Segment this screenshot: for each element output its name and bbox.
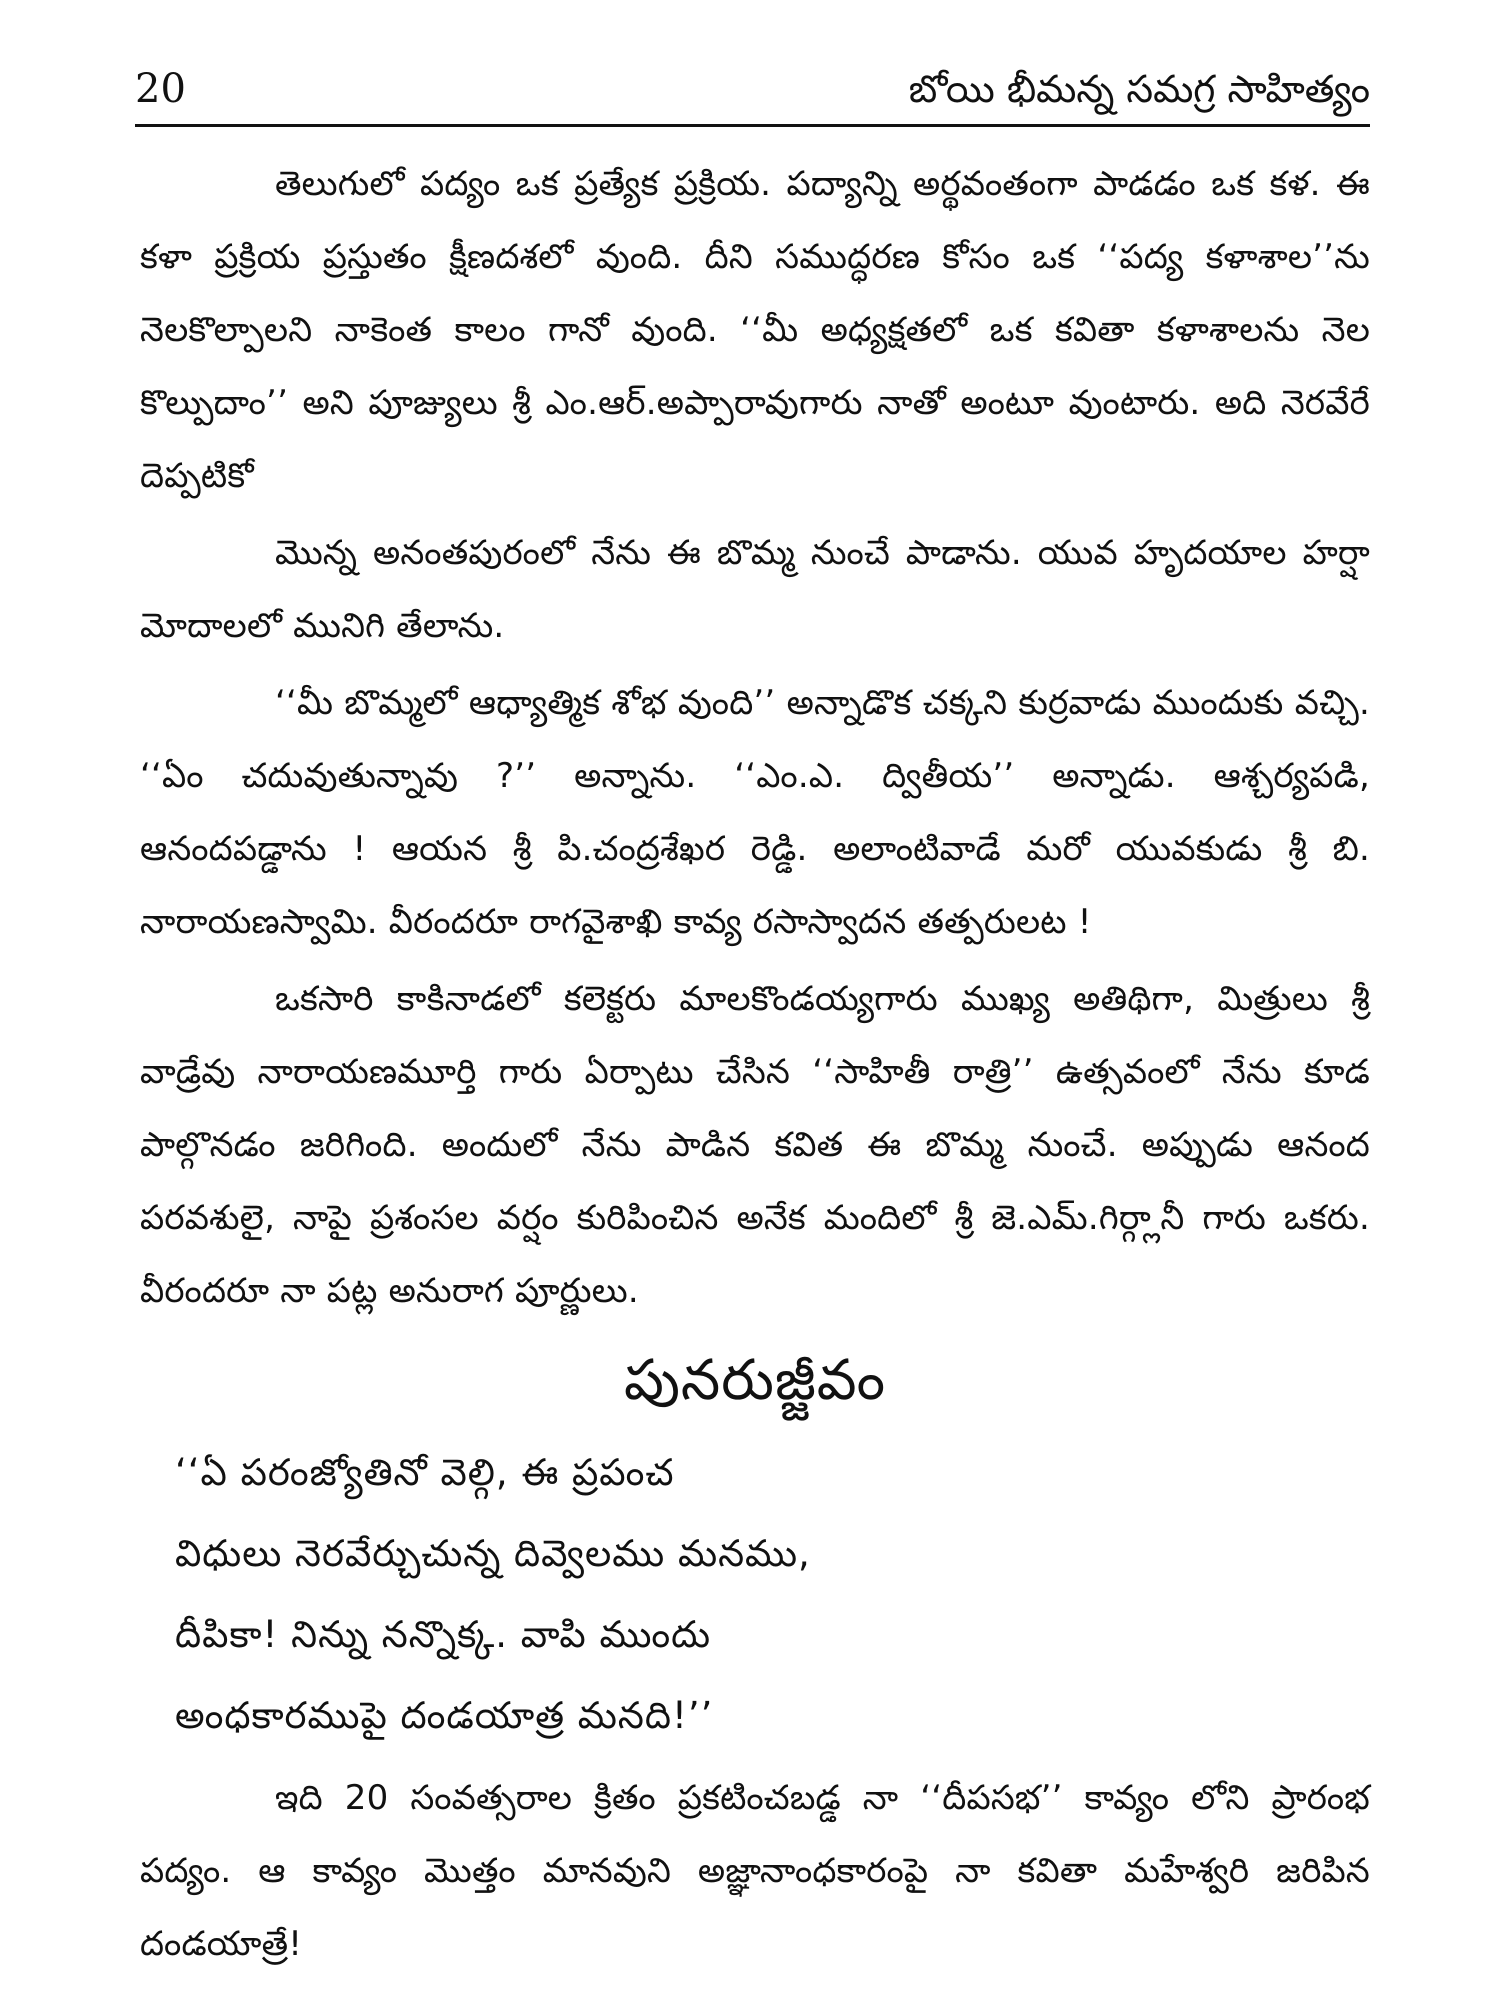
poem-line: అంధకారముపై దండయాత్ర మనది!’’ (175, 1694, 714, 1737)
paragraph: ఒకసారి కాకినాడలో కలెక్టరు మాలకొండయ్యగారు ముఖ్య అతిథిగా, మిత్రులు శ్రీ వాడ్రేవు నారాయణమూర్తి గారు ఏర్పాటు చేసిన ‘‘సాహితీ రాత్రి’’ ఉత్సవంలో నేను కూడ పాల్గొనడం జరిగింది. అందులో నేను పాడిన కవిత ఈ బొమ్మ నుంచే. అప్పుడు ఆనంద పరవశులై, నాపై ప్రశంసల వర్షం కురిపించిన అనేక మందిలో శ్రీ జె.ఎమ్.గిర్గ్లానీ గారు ఒకరు. వీరందరూ నా పట్ల అనురాగ పూర్ణులు. (140, 979, 1370, 1311)
poem-line: దీపికా! నిన్ను నన్నొక్క. వాపి ముందు (175, 1613, 712, 1656)
paragraph: తెలుగులో పద్యం ఒక ప్రత్యేక ప్రక్రియ. పద్యాన్ని అర్థవంతంగా పాడడం ఒక కళ. ఈ కళా ప్రక్రియ ప్రస్తుతం క్షీణదశలో వుంది. దీని సముద్ధరణ కోసం ఒక ‘‘పద్య కళాశాల’’ను నెలకొల్పాలని నాకెంత కాలం గానో వుంది. ‘‘మీ అధ్యక్షతలో ఒక కవితా కళాశాలను నెల కొల్పుదాం’’ అని పూజ్యులు శ్రీ ఎం.ఆర్.అప్పారావుగారు నాతో అంటూ వుంటారు. అది నెరవేరే దెప్పటికో (140, 164, 1370, 496)
poem-block (140, 1432, 1370, 1756)
poem-line: విధులు నెరవేర్చుచున్న దివ్వెలము మనము, (175, 1532, 811, 1575)
paragraph: మొన్న అనంతపురంలో నేను ఈ బొమ్మ నుంచే పాడాను. యువ హృదయాల హర్షా మోదాలలో మునిగి తేలాను. (140, 533, 1370, 646)
paragraph: ‘‘మీ బొమ్మలో ఆధ్యాత్మిక శోభ వుంది’’ అన్నాడొక చక్కని కుర్రవాడు ముందుకు వచ్చి. ‘‘ఏం చదువుతున్నావు ?’’ అన్నాను. ‘‘ఎం.ఎ. ద్వితీయ’’ అన్నాడు. ఆశ్చర్యపడి, ఆనందపడ్డాను ! ఆయన శ్రీ పి.చంద్రశేఖర రెడ్డి. అలాంటివాడే మరో యువకుడు శ్రీ బి. నారాయణస్వామి. వీరందరూ రాగవైశాఖి కావ్య రసాస్వాదన తత్పరులట ! (140, 683, 1370, 942)
page-number: 20 (135, 66, 186, 112)
poem-line: ‘‘ఏ పరంజ్యోతినో వెల్గి, ఈ ప్రపంచ (175, 1451, 675, 1494)
page-header (135, 62, 1370, 122)
page-body (140, 148, 1370, 1985)
header-rule (135, 124, 1370, 127)
closing-paragraph: ఇది 20 సంవత్సరాల క్రితం ప్రకటించబడ్డ నా ‘‘దీపసభ’’ కావ్యం లోని ప్రారంభ పద్యం. ఆ కావ్యం మొత్తం మానవుని అజ్ఞానాంధకారంపై నా కవితా మహేశ్వరి జరిపిన దండయాత్రే! (140, 1778, 1370, 1964)
running-title: బోయి భీమన్న సమగ్ర సాహిత్యం (908, 67, 1370, 111)
section-heading: పునరుజ్జీవం (624, 1348, 886, 1413)
